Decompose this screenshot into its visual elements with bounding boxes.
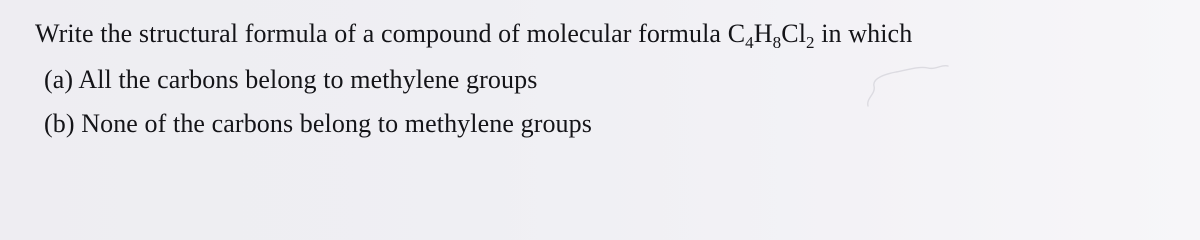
formula-element-cl: Cl xyxy=(781,19,807,48)
formula-subscript-h: 8 xyxy=(772,33,782,52)
formula-subscript-c: 4 xyxy=(745,33,754,52)
faint-pencil-mark xyxy=(862,54,952,114)
molecular-formula xyxy=(727,19,822,52)
formula-element-h: H xyxy=(753,19,773,48)
formula-subscript-cl: 2 xyxy=(806,33,815,52)
question-stem xyxy=(35,16,912,52)
question-lead: Write the structural formula of a compound of molecular formula xyxy=(35,19,722,48)
option-b: (b) None of the carbons belong to methylene groups xyxy=(44,109,592,138)
question-tail: in which xyxy=(821,19,913,48)
formula-element-c: C xyxy=(727,19,746,48)
option-a: (a) All the carbons belong to methylene groups xyxy=(44,65,538,94)
